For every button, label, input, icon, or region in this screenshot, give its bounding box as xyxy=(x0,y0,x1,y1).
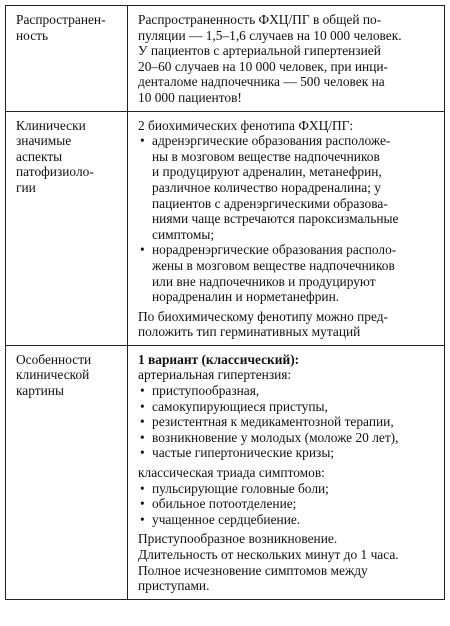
list-item: • учащенное сердцебиение. xyxy=(138,512,439,528)
list-item: • адренэргические образования расположе- ны в мозговом веществе надпочечников и продуцируют адреналин, метанефрин, различное количество норадреналина; у пациентов с адренэргическими образова- ниями чаще встречаются пароксизмальные симптомы; xyxy=(138,133,439,242)
row-content-cell xyxy=(128,345,445,599)
table-row xyxy=(6,345,445,599)
row-label-cell xyxy=(6,111,128,345)
list-item: • пульсирующие головные боли; xyxy=(138,481,439,497)
prevalence-paragraph: Распространенность ФХЦ/ПГ в общей по- пуляции — 1,5–1,6 случаев на 10 000 человек. У пациентов с артериальной гипертензией 20–60 случаев на 10 000 человек, при инци- денталоме надпочечника — 500 человек на 10 000 пациентов! xyxy=(138,12,402,105)
list-item: • норадренэргические образования располо- жены в мозговом веществе надпочечников или вне надпочечников и продуцируют норадреналин и норметанефрин. xyxy=(138,242,439,304)
subheading: артериальная гипертензия: xyxy=(138,367,292,383)
row-label: Клинически значимые аспекты патофизиоло- гии xyxy=(16,117,94,195)
phenotype-intro: 2 биохимических фенотипа ФХЦ/ПГ: xyxy=(138,117,354,133)
list-item: • резистентная к медикаментозной терапии, xyxy=(138,414,439,430)
list-item: • частые гипертонические кризы; xyxy=(138,445,439,461)
row-label-cell xyxy=(6,6,128,112)
row-content-cell xyxy=(128,111,445,345)
list-item: • приступообразная, xyxy=(138,383,439,399)
row-label-cell xyxy=(6,345,128,599)
variant-heading: 1 вариант (классический): xyxy=(138,351,300,367)
triad-list xyxy=(138,481,439,528)
table-row xyxy=(6,111,445,345)
table-row xyxy=(6,6,445,112)
row-label: Распространен- ность xyxy=(16,12,106,43)
subheading: классическая триада симптомов: xyxy=(138,465,325,481)
hypertension-list xyxy=(138,383,439,461)
info-table xyxy=(5,5,445,600)
list-item: • возникновение у молодых (моложе 20 лет), xyxy=(138,430,439,446)
onset-paragraph: Приступообразное возникновение. Длительность от нескольких минут до 1 часа. Полное исчезновение симптомов между приступами. xyxy=(138,531,399,594)
row-content-cell xyxy=(128,6,445,112)
phenotype-outro: По биохимическому фенотипу можно пред- положить тип герминативных мутаций xyxy=(138,308,389,340)
list-item: • обильное потоотделение; xyxy=(138,496,439,512)
row-label: Особенности клинической картины xyxy=(16,351,92,399)
phenotype-list xyxy=(138,133,439,305)
list-item: • самокупирующиеся приступы, xyxy=(138,399,439,415)
